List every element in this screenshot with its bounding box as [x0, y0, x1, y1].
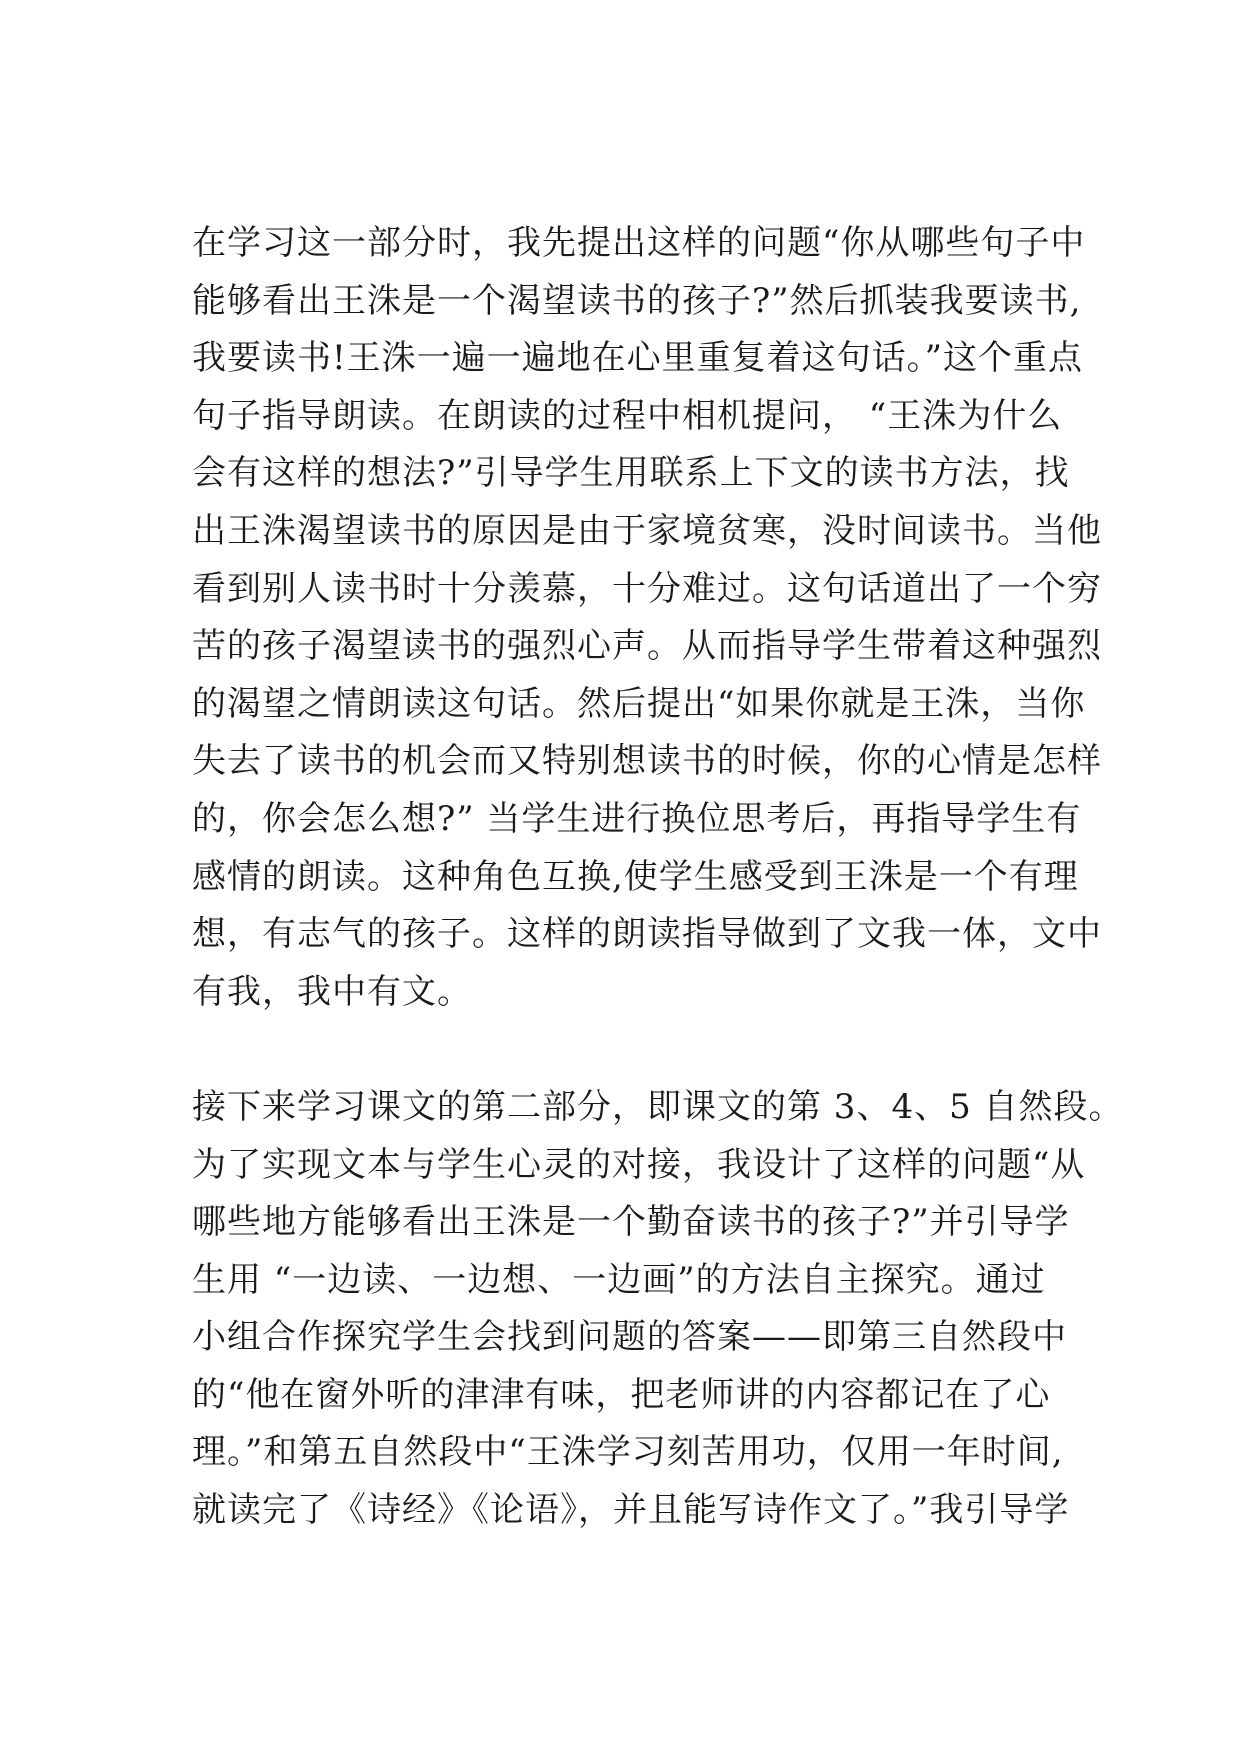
paragraph-spacer	[192, 1021, 1072, 1079]
text-line: 的渴望之情朗读这句话。然后提出“如果你就是王洙，当你	[192, 683, 1086, 724]
text-line: 有我，我中有文。	[192, 971, 472, 1012]
text-line: 小组合作探究学生会找到问题的答案——即第三自然段中	[192, 1317, 1067, 1358]
text-line: 接下来学习课文的第二部分，即课文的第 3、4、5 自然段。	[192, 1086, 1124, 1127]
paragraph-2	[192, 1079, 1124, 1540]
text-line: 苦的孩子渴望读书的强烈心声。从而指导学生带着这种强烈	[192, 626, 1102, 667]
text-line: 生用 “一边读、一边想、一边画”的方法自主探究。通过	[192, 1259, 1046, 1300]
text-line: 会有这样的想法?”引导学生用联系上下文的读书方法，找	[192, 453, 1070, 494]
text-line: 的，你会怎么想?” 当学生进行换位思考后，再指导学生有	[192, 798, 1082, 839]
text-line: 句子指导朗读。在朗读的过程中相机提问， “王洙为什么	[192, 395, 1063, 436]
text-line: 看到别人读书时十分羡慕，十分难过。这句话道出了一个穷	[192, 568, 1102, 609]
text-line: 就读完了《诗经》《论语》，并且能写诗作文了。”我引导学	[192, 1490, 1070, 1531]
text-line: 为了实现文本与学生心灵的对接，我设计了这样的问题“从	[192, 1144, 1086, 1185]
text-line: 想，有志气的孩子。这样的朗读指导做到了文我一体，文中	[192, 914, 1102, 955]
body-text	[192, 215, 1124, 1540]
text-line: 失去了读书的机会而又特别想读书的时候，你的心情是怎样	[192, 741, 1102, 782]
text-line: 感情的朗读。这种角色互换,使学生感受到王洙是一个有理	[192, 856, 1079, 897]
text-line: 在学习这一部分时，我先提出这样的问题“你从哪些句子中	[192, 223, 1086, 263]
text-line: 我要读书!王洙一遍一遍地在心里重复着这句话。”这个重点	[192, 338, 1084, 379]
text-line: 能够看出王洙是一个渴望读书的孩子?”然后抓装我要读书,	[192, 280, 1082, 321]
text-line: 出王洙渴望读书的原因是由于家境贫寒，没时间读书。当他	[192, 510, 1102, 551]
text-line: 哪些地方能够看出王洙是一个勤奋读书的孩子?”并引导学	[192, 1202, 1070, 1243]
paragraph-1	[192, 215, 1102, 1021]
text-line: 理。”和第五自然段中“王洙学习刻苦用功，仅用一年时间,	[192, 1432, 1064, 1473]
text-line: 的“他在窗外听的津津有味，把老师讲的内容都记在了心	[192, 1374, 1051, 1415]
